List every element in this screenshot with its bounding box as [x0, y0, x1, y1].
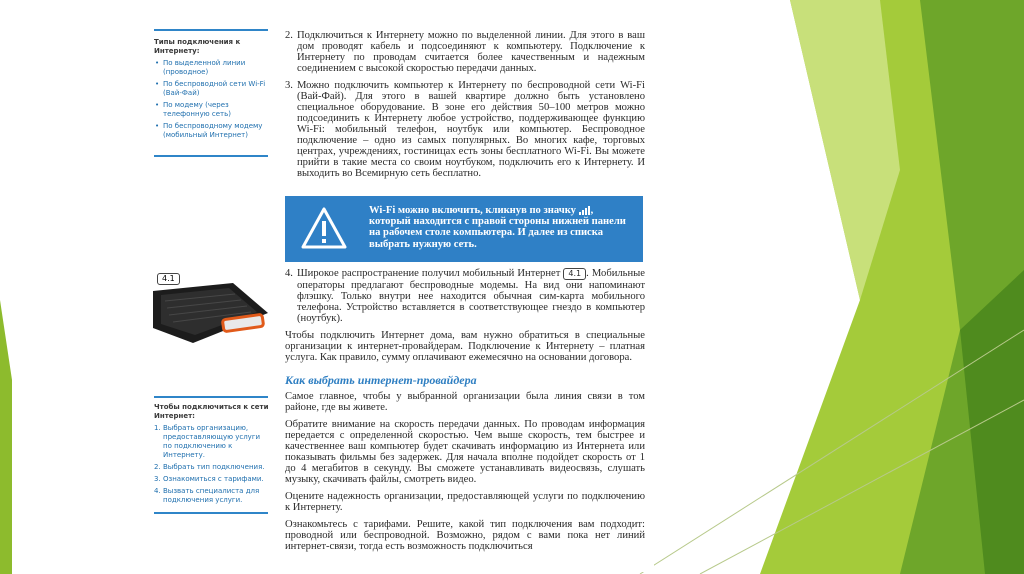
item-number: 2.: [285, 30, 293, 41]
list-item: [154, 463, 270, 472]
sidebar-top-title: Типы подключения к Интернету:: [154, 38, 241, 55]
sidebar-bottom-top-rule: [154, 396, 268, 398]
step-text: Ознакомиться с тарифами.: [163, 475, 264, 483]
note-text-start: Wi-Fi можно включить, кликнув по значку: [369, 205, 576, 216]
step-number: 3.: [154, 475, 161, 483]
left-green-stripe: [0, 300, 12, 574]
list-item: • По выделенной линии (проводное): [154, 59, 270, 77]
figure-reference-badge: 4.1: [563, 268, 586, 280]
list-item: • По беспроводному модему (мобильный Интернет): [154, 122, 270, 140]
figure-badge: 4.1: [157, 273, 180, 285]
paragraph: Самое главное, чтобы у выбранной организации была линия связи в том районе, где вы живете.: [285, 391, 645, 413]
warning-icon: [301, 206, 347, 250]
step-number: 4.: [154, 487, 161, 495]
sidebar-top-bottom-rule: [154, 155, 268, 157]
laptop-with-usb-modem-image: [153, 283, 268, 343]
step-text: Выбрать организацию, предоставляющую услуги по подключению к Интернету.: [163, 424, 261, 459]
note-text-end: , который находится с правой стороны нижней панели на рабочем столе компьютера. И далее из списка выбрать нужную сеть.: [369, 205, 626, 250]
main-text-middle: [285, 268, 645, 369]
main-text-bottom: [285, 391, 645, 552]
paragraph: Обратите внимание на скорость передачи данных. По проводам информация передается с определенной скоростью. Чем выше скорость, тем быстрее и качественнее ваш компьютер будет скачивать информацию из Интернета или показывать фильмы без задержек. Для начала вполне подойдет скорость от 1 до 4 мегабитов в секунду. Вы сможете устанавливать видеосвязь, слушать музыку, скачивать файлы, смотреть видео.: [285, 419, 645, 485]
paragraph: Оцените надежность организации, предоставляющей услуги по подключению к Интернету.: [285, 491, 645, 513]
sidebar-bottom-end-rule: [154, 512, 268, 514]
item-number: 4.: [285, 268, 293, 279]
step-text: Выбрать тип подключения.: [163, 463, 265, 471]
numbered-paragraph: [285, 30, 645, 74]
paragraph-text: . Мобильные операторы предлагают беспроводные модемы. На вид они напоминают флэшку. Только внутри нее находится обычная сим-карта мобильного телефона. Устройство вставляется в соответствующее гнездо в компьютер (ноутбук).: [297, 268, 645, 324]
sidebar-connection-types: [154, 38, 270, 143]
wifi-note-box: [285, 196, 643, 262]
section-heading: Как выбрать интернет-провайдера: [285, 373, 477, 387]
list-item: [154, 487, 270, 505]
sidebar-how-to-connect: [154, 403, 270, 508]
item-number: 3.: [285, 80, 293, 91]
paragraph-text: Широкое распространение получил мобильный Интернет: [297, 268, 561, 279]
paragraph-text: Можно подключить компьютер к Интернету по беспроводной сети Wi-Fi (Вай-Фай). Для этого в вашей квартире должно быть установлено специальное оборудование. В зоне его действия 50–100 метров можно подсоединить к Интернету любое устройство, поддерживающее функцию Wi-Fi: мобильный телефон, ноутбук или компьютер. Беспроводное подключение – одно из самых популярных. Во многих кафе, торговых центрах, учреждениях, гостиницах есть зоны бесплатного Wi-Fi. Вы можете прийти в такие места со своим ноутбуком, подключить его к Интернету. И выходить во Всемирную сеть бесплатно.: [297, 80, 645, 179]
numbered-paragraph: [285, 268, 645, 324]
sidebar-bottom-title: Чтобы подключиться к сети Интернет:: [154, 403, 269, 420]
list-item: [154, 424, 270, 460]
main-text-top: [285, 30, 645, 185]
paragraph: Ознакомьтесь с тарифами. Решите, какой тип подключения вам подходит: проводной или беспроводной. Возможно, рядом с вами пока нет линий интернет-связи, тогда есть возможность подключиться: [285, 519, 645, 552]
wifi-note-text: [369, 205, 631, 250]
list-item: • По модему (через телефонную сеть): [154, 101, 270, 119]
paragraph-text: Подключиться к Интернету можно по выделенной линии. Для этого в ваш дом проводят кабель и подсоединяют к компьютеру. Подключение к Интернету по проводам считается более качественным и надежным соединением с высокой скоростью передачи данных.: [297, 30, 645, 74]
numbered-paragraph: [285, 80, 645, 179]
step-number: 2.: [154, 463, 161, 471]
sidebar-top-rule: [154, 29, 268, 31]
paragraph: Чтобы подключить Интернет дома, вам нужно обратиться в специальные организации к интернет-провайдерам. Подключение к Интернету – платная услуга. Как правило, сумму оплачивают ежемесячно на основании договора.: [285, 330, 645, 363]
list-item: • По беспроводной сети Wi-Fi (Вай-Фай): [154, 80, 270, 98]
step-text: Вызвать специалиста для подключения услуги.: [163, 487, 260, 504]
list-item: [154, 475, 270, 484]
wifi-signal-icon: [579, 206, 591, 215]
step-number: 1.: [154, 424, 161, 432]
